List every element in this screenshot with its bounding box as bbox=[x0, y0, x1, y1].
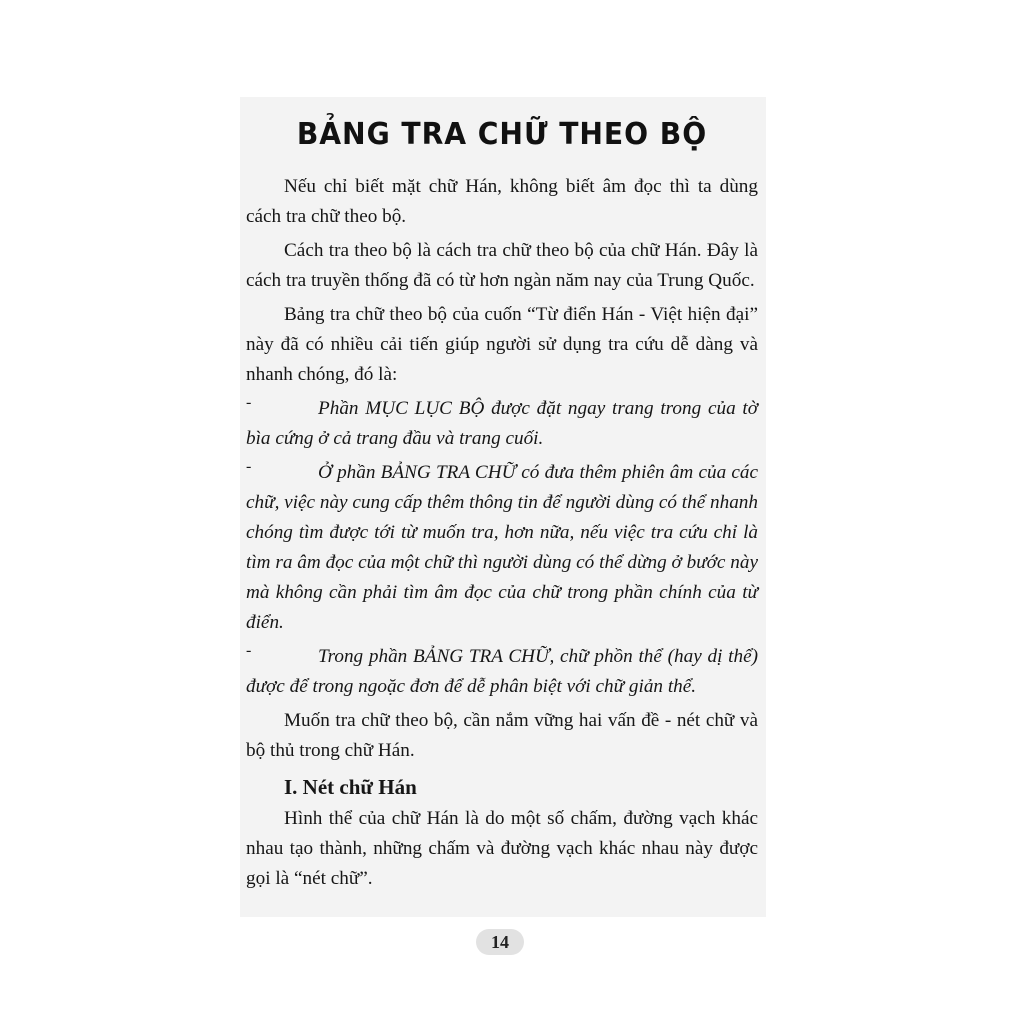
paragraph-strokes: Hình thể của chữ Hán là do một số chấm, đường vạch khác nhau tạo thành, những chấm và đường vạch khác nhau này được gọi là “nét chữ”. bbox=[246, 808, 758, 889]
paragraph-requirements: Muốn tra chữ theo bộ, cần nắm vững hai vấn đề - nét chữ và bộ thủ trong chữ Hán. bbox=[246, 710, 758, 761]
bullet-item: - Trong phần BẢNG TRA CHỮ, chữ phồn thể (hay dị thể) được để trong ngoặc đơn để dễ phân biệt với chữ giản thể. bbox=[246, 642, 758, 702]
page-title: BẢNG TRA CHỮ THEO BỘ bbox=[296, 117, 708, 152]
section-heading: I. Nét chữ Hán bbox=[284, 775, 417, 799]
page-number: 14 bbox=[476, 929, 524, 955]
bullet-item: - Phần MỤC LỤC BỘ được đặt ngay trang trong của tờ bìa cứng ở cả trang đầu và trang cuối. bbox=[246, 394, 758, 454]
bullet-text-phon-the: Trong phần BẢNG TRA CHỮ, chữ phồn thể (hay dị thể) được để trong ngoặc đơn để dễ phân biệt với chữ giản thể. bbox=[246, 646, 758, 697]
paragraph-intro: Nếu chỉ biết mặt chữ Hán, không biết âm đọc thì ta dùng cách tra chữ theo bộ. bbox=[246, 176, 758, 227]
bullet-text-muc-luc: Phần MỤC LỤC BỘ được đặt ngay trang trong của tờ bìa cứng ở cả trang đầu và trang cuối. bbox=[246, 398, 758, 449]
paragraph-method: Cách tra theo bộ là cách tra chữ theo bộ của chữ Hán. Đây là cách tra truyền thống đã có từ hơn ngàn năm nay của Trung Quốc. bbox=[246, 240, 758, 291]
paragraph-improvements: Bảng tra chữ theo bộ của cuốn “Từ điển Hán - Việt hiện đại” này đã có nhiều cải tiến giúp người sử dụng tra cứu dễ dàng và nhanh chóng, đó là: bbox=[246, 304, 758, 385]
bullet-item: - Ở phần BẢNG TRA CHỮ có đưa thêm phiên âm của các chữ, việc này cung cấp thêm thông tin để người dùng có thể nhanh chóng tìm được tới từ muốn tra, hơn nữa, nếu việc tra cứu chỉ là tìm ra âm đọc của một chữ thì người dùng có thể dừng ở bước này mà không cần phải tìm âm đọc của chữ trong phần chính của từ điển. bbox=[246, 458, 758, 638]
page-text-area bbox=[240, 97, 766, 917]
bullet-text-bang-tra: Ở phần BẢNG TRA CHỮ có đưa thêm phiên âm của các chữ, việc này cung cấp thêm thông tin để người dùng có thể nhanh chóng tìm được tới từ muốn tra, hơn nữa, nếu việc tra cứu chỉ là tìm ra âm đọc của một chữ thì người dùng có thể dừng ở bước này mà không cần phải tìm âm đọc của chữ trong phần chính của từ điển. bbox=[246, 462, 758, 633]
